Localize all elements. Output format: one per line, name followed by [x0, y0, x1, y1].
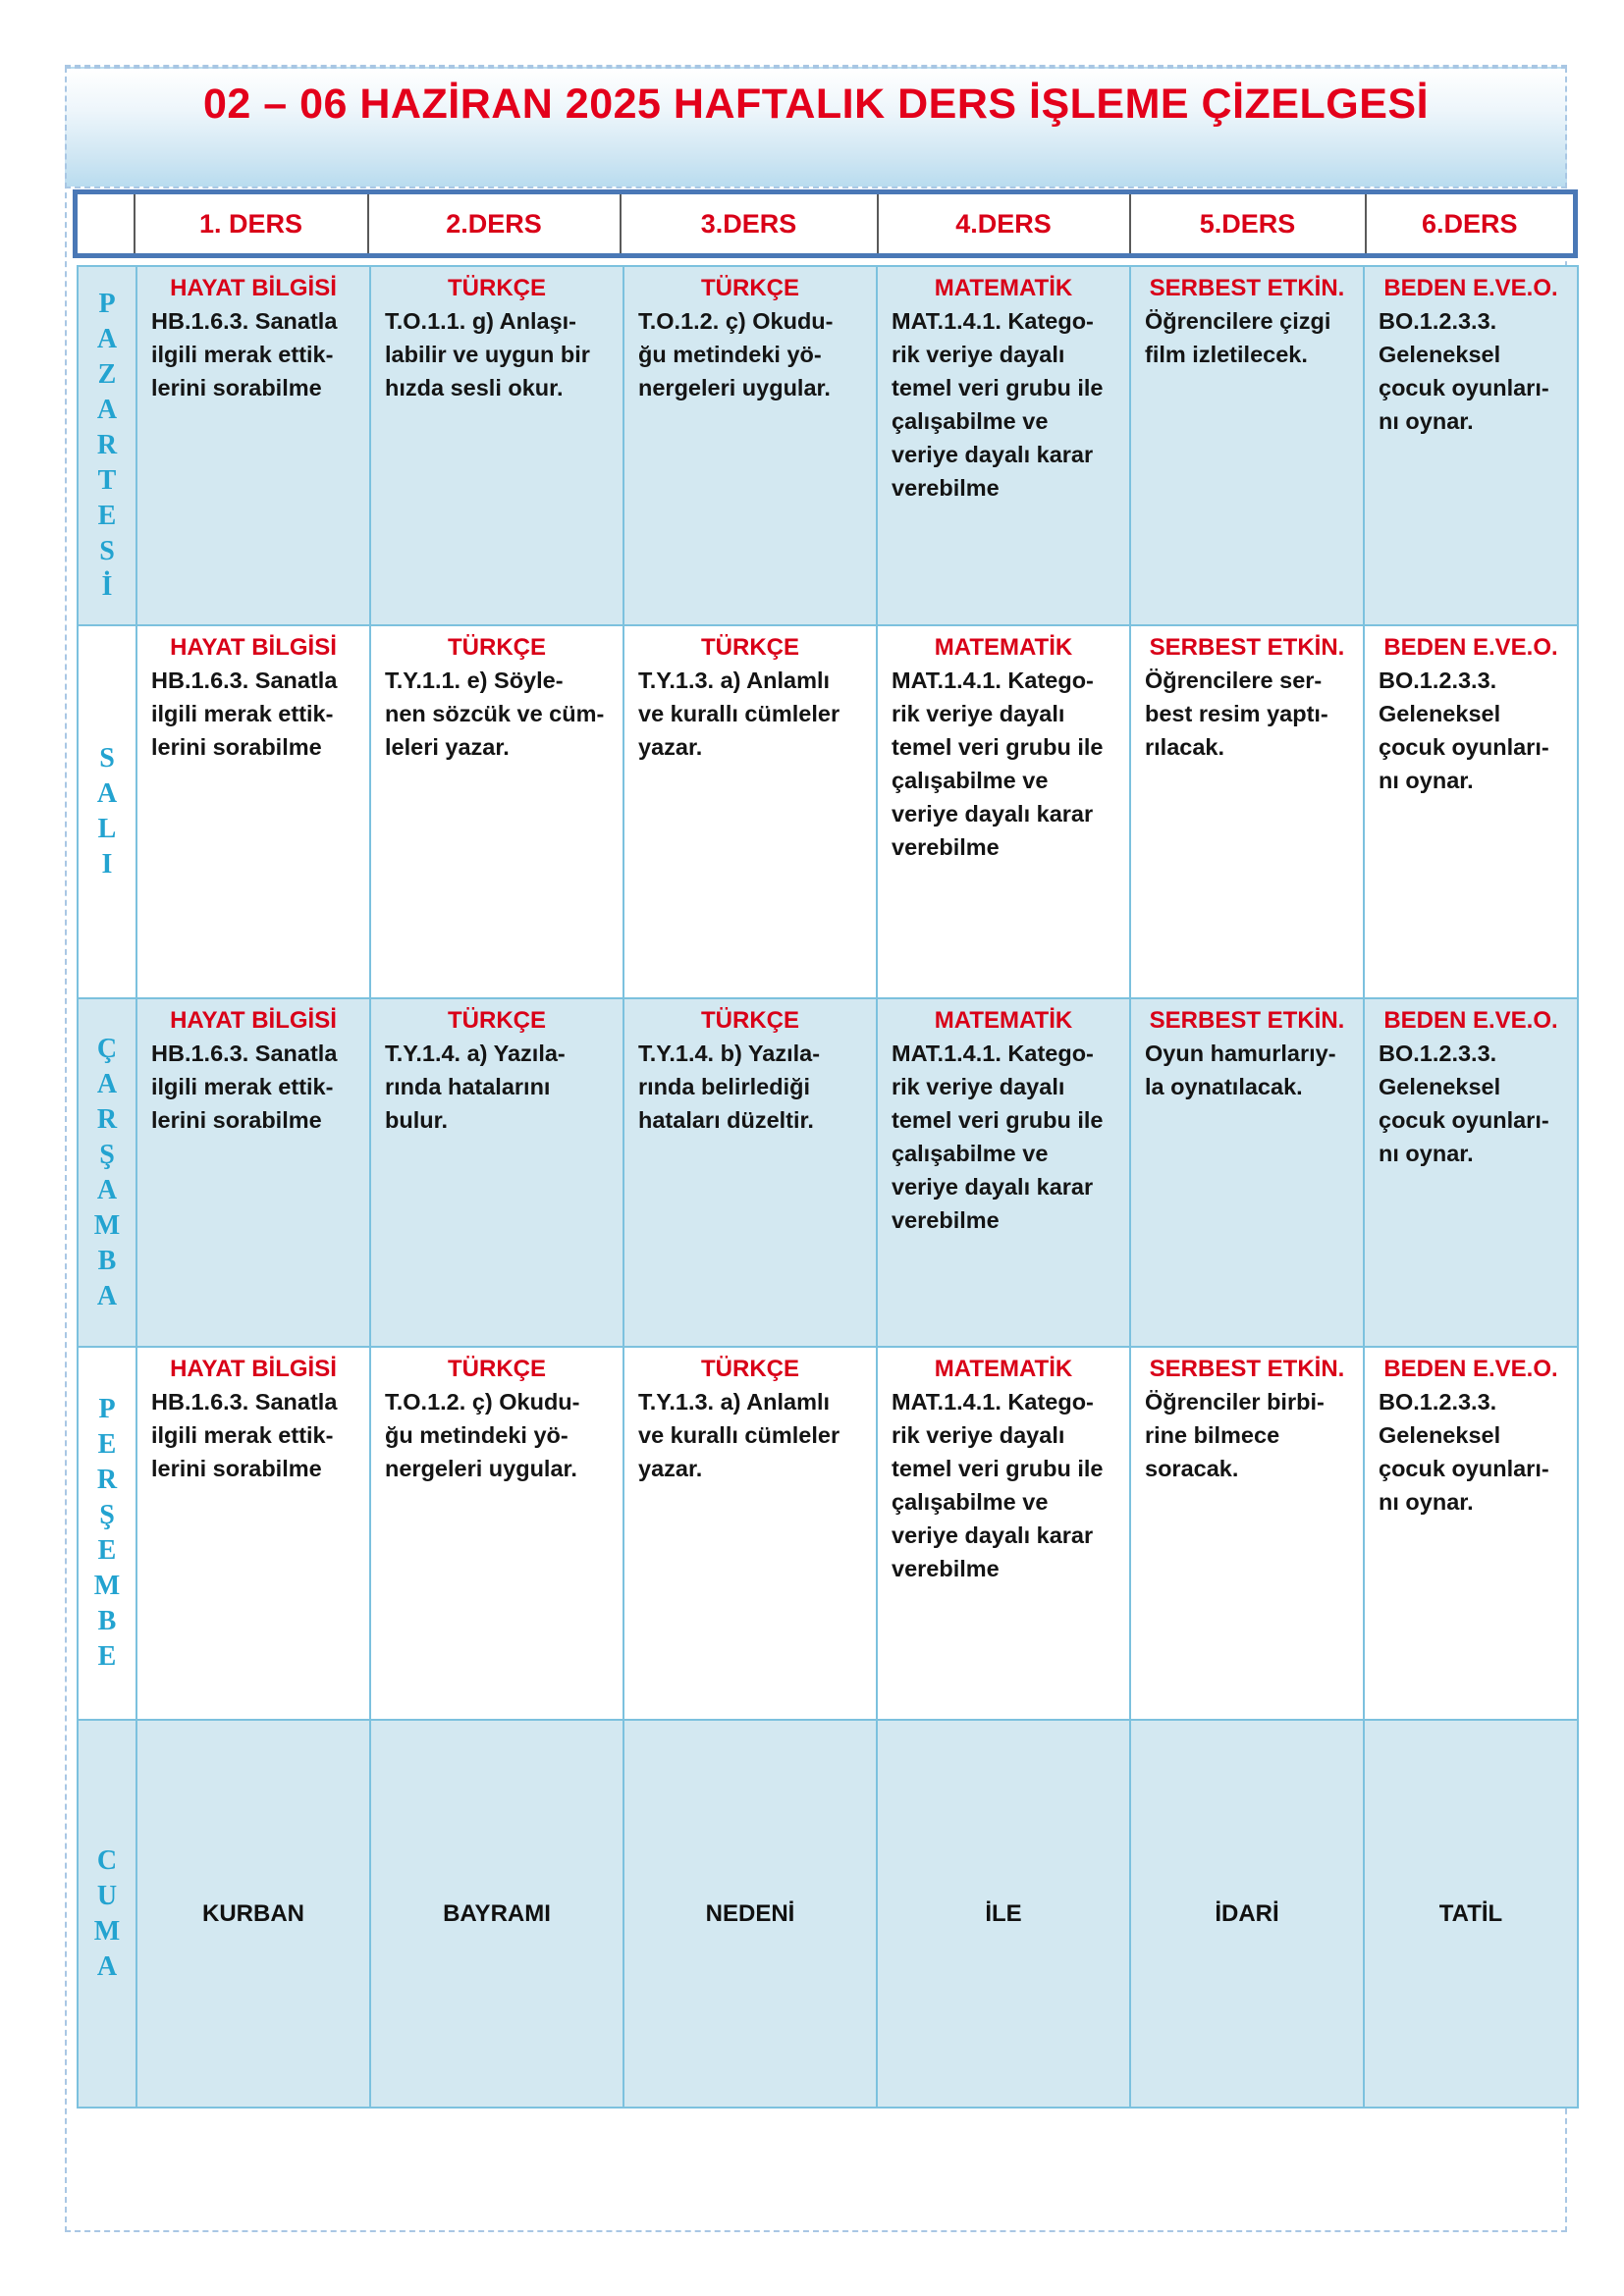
day-letter: Z	[97, 359, 117, 390]
lesson-objective: HB.1.6.3. Sanatla ilgili merak ettik- lerini sorabilme	[151, 667, 338, 760]
lesson-subject: SERBEST ETKİN.	[1149, 275, 1345, 301]
header-lesson-1: 1. DERS	[135, 192, 368, 256]
day-letter: S	[99, 536, 115, 566]
lesson-cell	[623, 266, 877, 625]
lesson-objective: BO.1.2.3.3. Geleneksel çocuk oyunları- nı oynar.	[1379, 308, 1549, 434]
header-lesson-4: 4.DERS	[878, 192, 1130, 256]
day-name	[97, 287, 117, 605]
day-letter: M	[93, 1209, 121, 1241]
lesson-objective: T.O.1.1. g) Anlaşı- labilir ve uygun bir hızda sesli okur.	[385, 308, 590, 400]
lesson-subject: TÜRKÇE	[448, 634, 546, 661]
lesson-objective: Oyun hamurlarıy- la oynatılacak.	[1145, 1041, 1336, 1099]
lesson-cell	[623, 998, 877, 1347]
lesson-objective: Öğrencilere çizgi film izletilecek.	[1145, 308, 1331, 367]
lesson-cell	[1364, 998, 1578, 1347]
lesson-subject: HAYAT BİLGİSİ	[170, 275, 337, 301]
holiday-word: BAYRAMI	[370, 1720, 623, 2108]
day-letter: E	[97, 1641, 117, 1672]
day-letter: E	[97, 1429, 117, 1460]
day-row	[78, 998, 1578, 1347]
lesson-subject: TÜRKÇE	[701, 275, 799, 301]
day-letter: C	[96, 1844, 118, 1876]
day-row	[78, 625, 1578, 998]
lesson-objective: T.O.1.2. ç) Okudu- ğu metindeki yö- nergeleri uygular.	[385, 1389, 580, 1481]
lesson-cell	[877, 998, 1130, 1347]
lesson-objective: T.Y.1.4. a) Yazıla- rında hatalarını bulur.	[385, 1041, 566, 1133]
lesson-cell	[136, 1347, 370, 1720]
lesson-cell	[370, 1347, 623, 1720]
day-letter: P	[98, 1394, 116, 1424]
lesson-subject: BEDEN E.VE.O.	[1383, 634, 1558, 661]
day-letter: E	[97, 1535, 117, 1566]
day-letter: I	[101, 849, 113, 880]
day-letter: S	[99, 743, 115, 774]
lesson-subject: TÜRKÇE	[448, 275, 546, 301]
lesson-subject: TÜRKÇE	[448, 1007, 546, 1034]
lesson-objective: HB.1.6.3. Sanatla ilgili merak ettik- lerini sorabilme	[151, 308, 338, 400]
lesson-objective: T.Y.1.3. a) Anlamlı ve kurallı cümleler yazar.	[638, 667, 840, 760]
header-lesson-6: 6.DERS	[1366, 192, 1576, 256]
friday-row	[78, 1720, 1578, 2108]
lesson-subject: MATEMATİK	[934, 634, 1073, 661]
schedule-table	[77, 265, 1579, 2109]
day-letter: R	[96, 1103, 118, 1135]
day-label-cell	[78, 266, 136, 625]
day-letter: Ş	[99, 1500, 115, 1530]
day-name	[97, 741, 117, 882]
holiday-word: NEDENİ	[623, 1720, 877, 2108]
day-letter: R	[96, 430, 118, 460]
lesson-cell	[623, 625, 877, 998]
holiday-word: KURBAN	[136, 1720, 370, 2108]
lesson-cell	[1130, 266, 1364, 625]
lesson-cell	[370, 998, 623, 1347]
lesson-cell	[1130, 998, 1364, 1347]
lesson-cell	[877, 266, 1130, 625]
lesson-objective: MAT.1.4.1. Katego- rik veriye dayalı temel veri grubu ile çalışabilme ve veriye dayalı karar verebilme	[892, 1041, 1104, 1233]
lesson-cell	[370, 266, 623, 625]
lesson-subject: SERBEST ETKİN.	[1149, 1356, 1345, 1382]
lesson-objective: Öğrenciler birbi- rine bilmece soracak.	[1145, 1389, 1325, 1481]
lesson-subject: BEDEN E.VE.O.	[1383, 275, 1558, 301]
lesson-subject: BEDEN E.VE.O.	[1383, 1356, 1558, 1382]
lesson-subject: SERBEST ETKİN.	[1149, 1007, 1345, 1034]
day-letter: A	[96, 324, 118, 354]
lesson-objective: T.Y.1.4. b) Yazıla- rında belirlediği hataları düzeltir.	[638, 1041, 821, 1133]
lesson-objective: T.Y.1.3. a) Anlamlı ve kurallı cümleler yazar.	[638, 1389, 840, 1481]
lesson-cell	[136, 625, 370, 998]
day-letter: A	[96, 395, 118, 425]
column-header-table	[73, 189, 1578, 258]
header-lesson-3: 3.DERS	[621, 192, 878, 256]
day-row	[78, 1347, 1578, 1720]
day-name	[94, 1032, 120, 1314]
lesson-objective: HB.1.6.3. Sanatla ilgili merak ettik- lerini sorabilme	[151, 1041, 338, 1133]
header-lesson-2: 2.DERS	[368, 192, 621, 256]
day-letter: U	[96, 1880, 118, 1911]
day-letter: E	[97, 501, 117, 531]
day-letter: R	[96, 1465, 118, 1495]
day-label-cell	[78, 1347, 136, 1720]
lesson-subject: MATEMATİK	[934, 1356, 1073, 1382]
day-letter: M	[93, 1915, 121, 1947]
lesson-subject: BEDEN E.VE.O.	[1383, 1007, 1558, 1034]
lesson-cell	[136, 998, 370, 1347]
lesson-subject: TÜRKÇE	[701, 1007, 799, 1034]
lesson-cell	[877, 625, 1130, 998]
holiday-word: İDARİ	[1130, 1720, 1364, 2108]
lesson-objective: BO.1.2.3.3. Geleneksel çocuk oyunları- nı oynar.	[1379, 667, 1549, 793]
day-letter: A	[96, 1068, 118, 1099]
day-letter: Ş	[99, 1139, 115, 1170]
day-letter: İ	[101, 571, 113, 602]
lesson-cell	[1364, 625, 1578, 998]
lesson-subject: HAYAT BİLGİSİ	[170, 634, 337, 661]
day-letter: A	[96, 1174, 118, 1205]
lesson-subject: HAYAT BİLGİSİ	[170, 1007, 337, 1034]
lesson-objective: T.O.1.2. ç) Okudu- ğu metindeki yö- nergeleri uygular.	[638, 308, 834, 400]
holiday-word: İLE	[877, 1720, 1130, 2108]
lesson-cell	[136, 266, 370, 625]
day-name	[94, 1843, 120, 1985]
lesson-subject: MATEMATİK	[934, 275, 1073, 301]
lesson-objective: BO.1.2.3.3. Geleneksel çocuk oyunları- nı oynar.	[1379, 1389, 1549, 1515]
header-lesson-5: 5.DERS	[1130, 192, 1366, 256]
day-letter: A	[96, 778, 118, 809]
day-letter: Ç	[96, 1033, 118, 1064]
lesson-objective: MAT.1.4.1. Katego- rik veriye dayalı temel veri grubu ile çalışabilme ve veriye dayalı karar verebilme	[892, 1389, 1104, 1581]
lesson-cell	[1364, 266, 1578, 625]
day-letter: A	[96, 1950, 118, 1982]
lesson-subject: MATEMATİK	[934, 1007, 1073, 1034]
lesson-cell	[623, 1347, 877, 1720]
lesson-cell	[370, 625, 623, 998]
day-letter: L	[97, 814, 117, 844]
lesson-objective: HB.1.6.3. Sanatla ilgili merak ettik- lerini sorabilme	[151, 1389, 338, 1481]
day-name	[94, 1392, 120, 1675]
lesson-subject: TÜRKÇE	[448, 1356, 546, 1382]
header-corner	[76, 192, 135, 256]
day-letter: A	[96, 1280, 118, 1311]
lesson-objective: MAT.1.4.1. Katego- rik veriye dayalı temel veri grubu ile çalışabilme ve veriye dayalı karar verebilme	[892, 667, 1104, 860]
day-letter: T	[97, 465, 117, 496]
page-title: 02 – 06 HAZİRAN 2025 HAFTALIK DERS İŞLEME ÇİZELGESİ	[202, 80, 1430, 128]
lesson-objective: BO.1.2.3.3. Geleneksel çocuk oyunları- nı oynar.	[1379, 1041, 1549, 1166]
lesson-cell	[877, 1347, 1130, 1720]
lesson-subject: TÜRKÇE	[701, 634, 799, 661]
day-letter: B	[97, 1606, 117, 1636]
day-label-cell	[78, 998, 136, 1347]
lesson-objective: Öğrencilere ser- best resim yaptı- rılacak.	[1145, 667, 1328, 760]
day-letter: P	[98, 289, 116, 319]
day-row	[78, 266, 1578, 625]
lesson-cell	[1130, 1347, 1364, 1720]
lesson-subject: HAYAT BİLGİSİ	[170, 1356, 337, 1382]
day-label-cell	[78, 1720, 136, 2108]
lesson-objective: T.Y.1.1. e) Söyle- nen sözcük ve cüm- leleri yazar.	[385, 667, 605, 760]
lesson-subject: SERBEST ETKİN.	[1149, 634, 1345, 661]
day-letter: M	[93, 1571, 121, 1601]
day-label-cell	[78, 625, 136, 998]
holiday-word: TATİL	[1364, 1720, 1578, 2108]
lesson-subject: TÜRKÇE	[701, 1356, 799, 1382]
lesson-cell	[1130, 625, 1364, 998]
lesson-cell	[1364, 1347, 1578, 1720]
lesson-objective: MAT.1.4.1. Katego- rik veriye dayalı temel veri grubu ile çalışabilme ve veriye dayalı karar verebilme	[892, 308, 1104, 501]
day-letter: B	[97, 1245, 117, 1276]
